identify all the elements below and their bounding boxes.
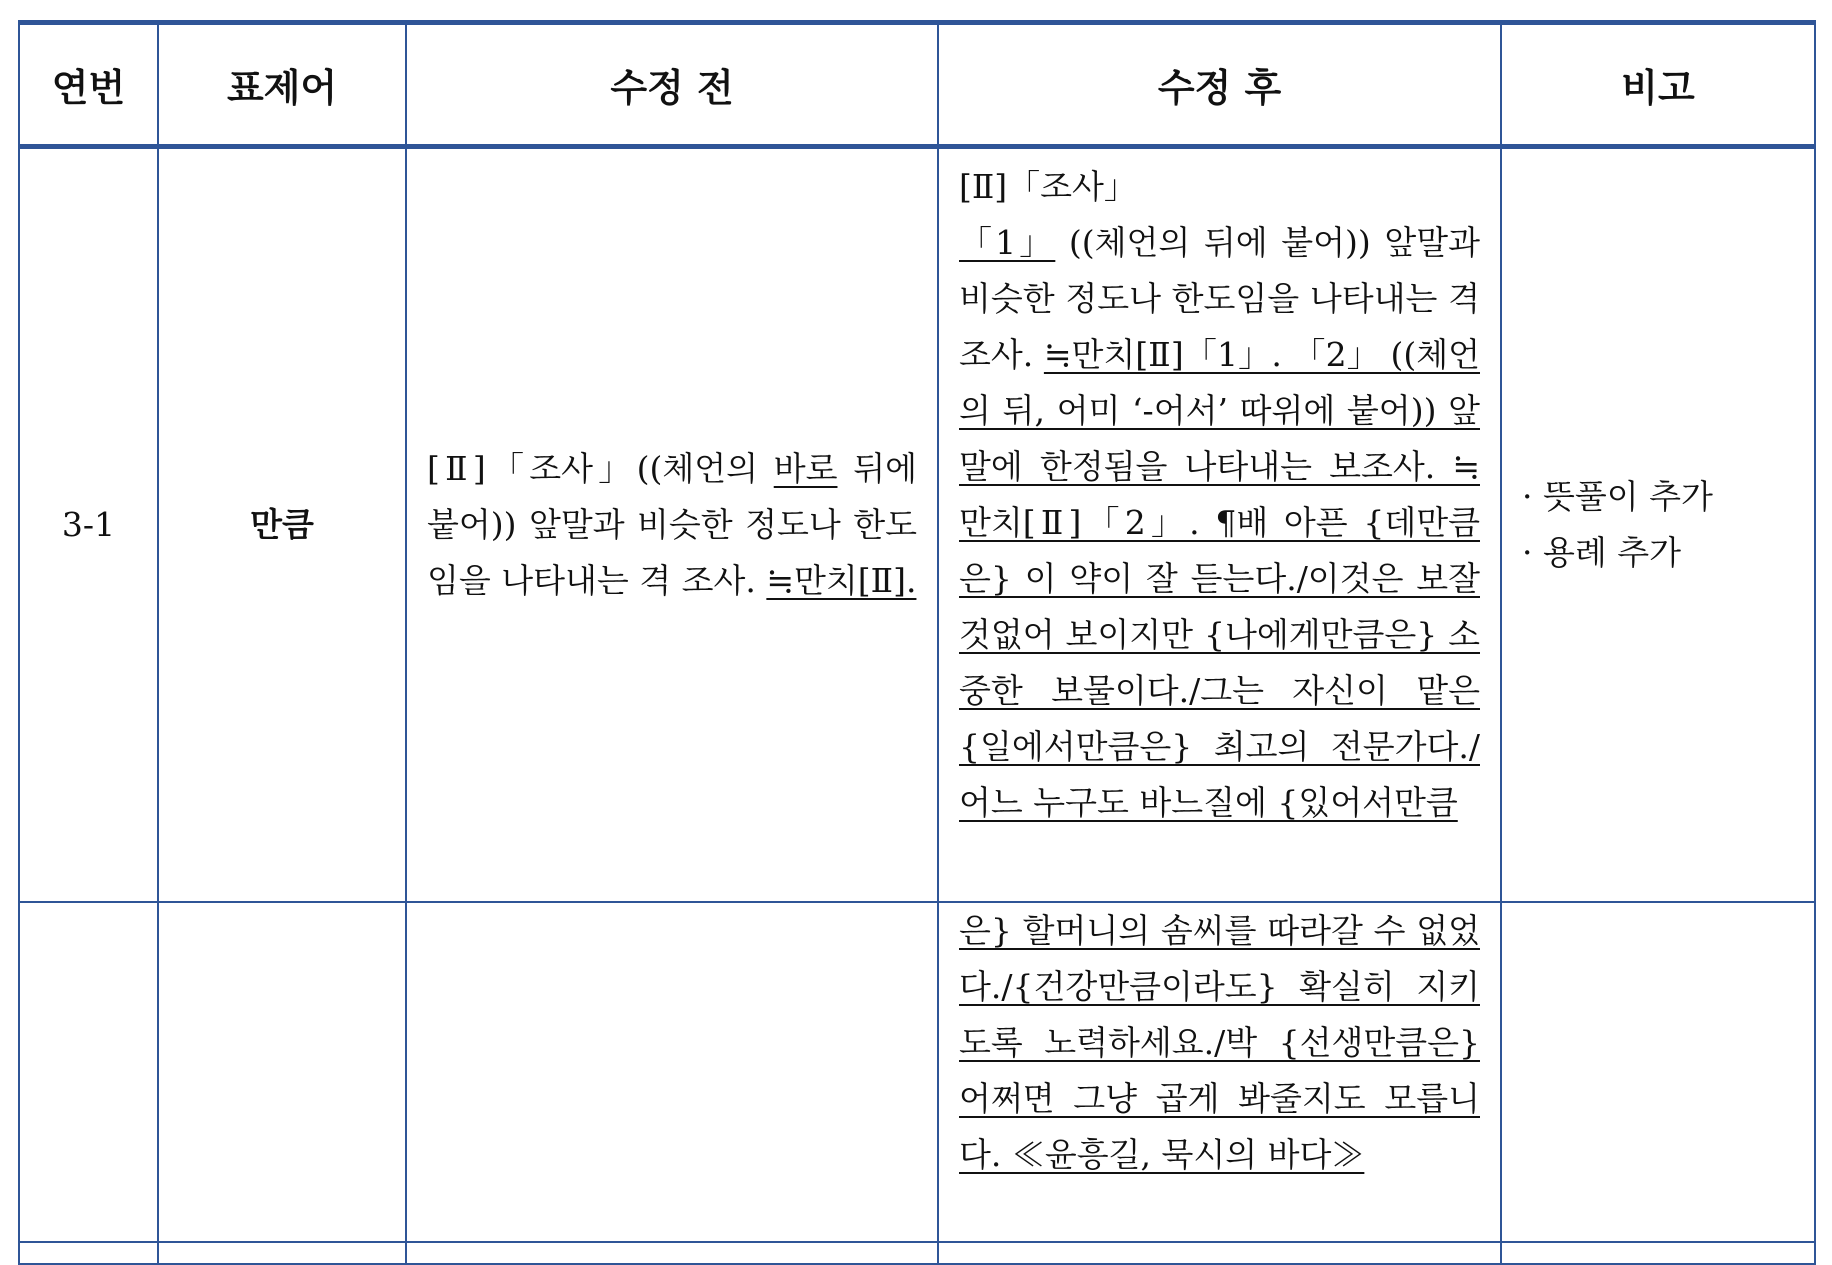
header-before: 수정 전: [406, 23, 938, 147]
row-headword: 만큼: [158, 147, 406, 903]
header-row: [19, 23, 1815, 147]
remarks-cell-empty: [1501, 902, 1815, 1242]
empty-cell: [19, 1242, 158, 1264]
empty-cell: [938, 1242, 1501, 1264]
before-cell-empty: [406, 902, 938, 1242]
after-underlined-part: ≒만치[Ⅱ]「1」. 「2」 ((체언의 뒤, 어미 ‘-어서’ 따위에 붙어)) 앞말에 한정됨을 나타내는 보조사. ≒만치[Ⅱ]「2」. ¶배 아픈 {데만큼은} 이 약이 잘 듣는다./이것은 보잘것없어 보이지만 {나에게만큼은} 소중한 보물이다./그는 자신이 맡은 {일에서만큼은} 최고의 전문가다./어느 누구도 바느질에 {있어서만큼: [959, 335, 1480, 822]
header-number: 연번: [19, 23, 158, 147]
remarks-list: [1502, 469, 1814, 581]
after-underlined-part: 「1」: [959, 223, 1056, 262]
before-underlined-part: ≒만치[Ⅱ].: [766, 561, 917, 600]
after-text: [939, 149, 1500, 831]
before-text-part: [Ⅱ]「조사」((체언의: [427, 449, 774, 488]
table-row: [19, 902, 1815, 1242]
empty-cell: [1501, 1242, 1815, 1264]
empty-cell: [406, 1242, 938, 1264]
header-headword: 표제어: [158, 23, 406, 147]
before-text: [407, 441, 937, 609]
remark-item: · 용례 추가: [1522, 533, 1681, 572]
row-number-empty: [19, 902, 158, 1242]
before-underlined-part: 바로: [773, 449, 838, 488]
after-text-part: [Ⅱ]「조사」: [959, 167, 1137, 206]
before-text-part: 뒤에 붙어)) 앞말과 비슷한 정도나 한도임을 나타내는 격 조사.: [427, 449, 918, 600]
after-cell: [938, 147, 1501, 903]
row-headword-empty: [158, 902, 406, 1242]
after-text-continued: [939, 903, 1500, 1183]
header-after: 수정 후: [938, 23, 1501, 147]
table-row: [19, 1242, 1815, 1264]
after-text-part: ((체언의 뒤에 붙어)) 앞말과 비슷한 정도나 한도임을 나타내는 격 조사.: [959, 223, 1480, 374]
header-remarks: 비고: [1501, 23, 1815, 147]
table-row: [19, 147, 1815, 903]
remark-item: · 뜻풀이 추가: [1522, 477, 1713, 516]
after-cell-continued: [938, 902, 1501, 1242]
after-underlined-part: 은} 할머니의 솜씨를 따라갈 수 없었다./{건강만큼이라도} 확실히 지키도록 노력하세요./박 {선생만큼은} 어쩌면 그냥 곱게 봐줄지도 모릅니다. ≪윤흥길, 묵시의 바다≫: [959, 911, 1480, 1174]
row-number: 3-1: [19, 147, 158, 903]
remarks-cell: [1501, 147, 1815, 903]
revision-table: [18, 20, 1816, 1265]
before-cell: [406, 147, 938, 903]
empty-cell: [158, 1242, 406, 1264]
